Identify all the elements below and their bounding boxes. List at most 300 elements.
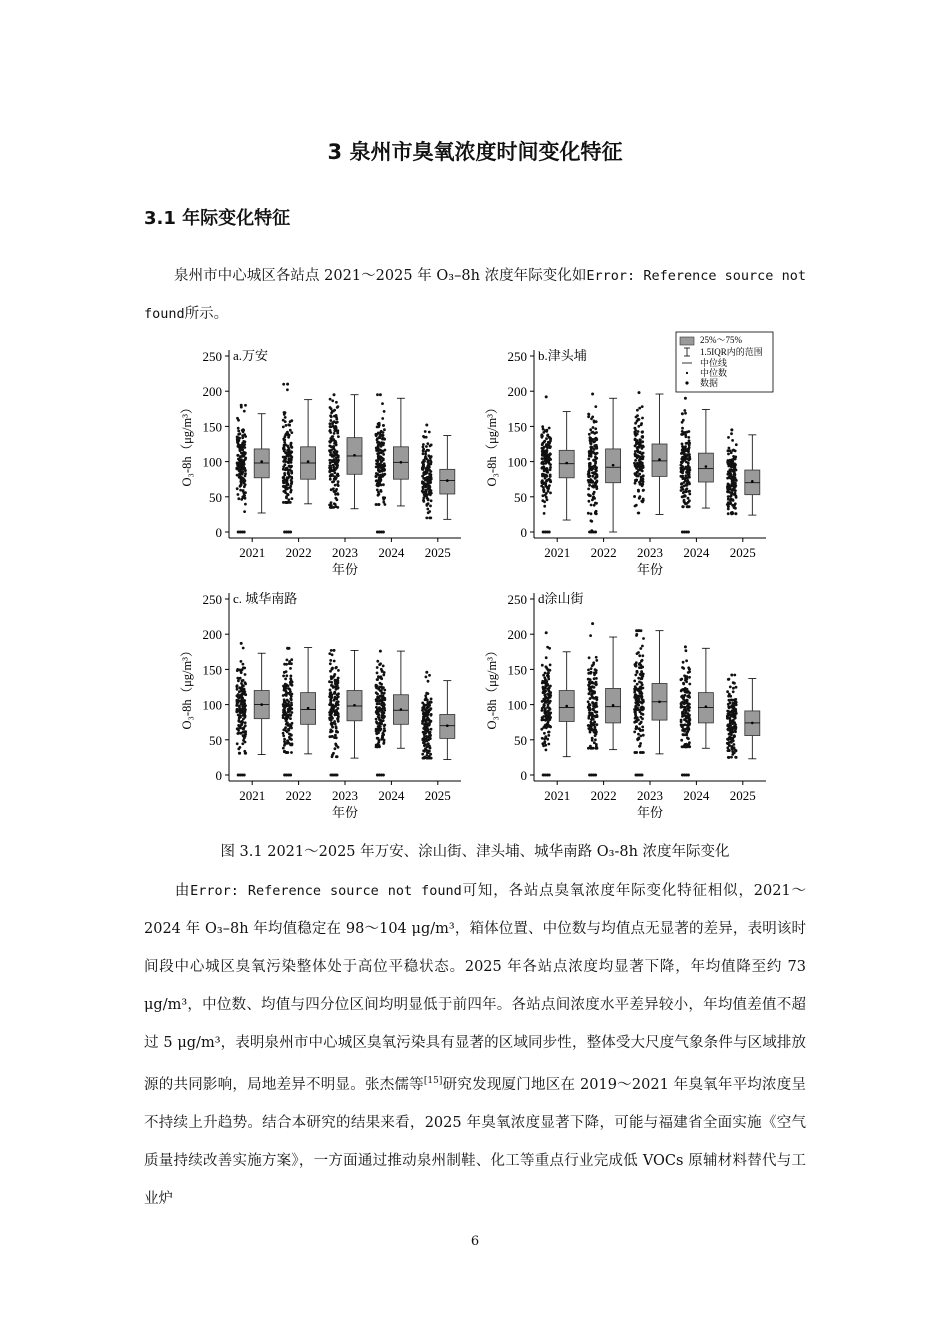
data-point-zero [594, 531, 597, 534]
data-point [589, 437, 592, 440]
data-point [237, 748, 240, 751]
data-point [337, 669, 340, 672]
data-point-max [591, 622, 594, 625]
data-point [291, 711, 294, 714]
data-point [337, 715, 340, 718]
data-point [424, 708, 427, 711]
data-point [329, 398, 332, 401]
data-point [383, 703, 386, 706]
data-point [243, 713, 246, 716]
data-point [290, 476, 293, 479]
data-point [241, 742, 244, 745]
data-point [241, 723, 244, 726]
data-point [594, 477, 597, 480]
data-point [336, 498, 339, 501]
data-point [594, 483, 597, 486]
data-point [545, 656, 548, 659]
data-point [683, 409, 686, 412]
data-point [237, 454, 240, 457]
data-point [726, 486, 729, 489]
data-point [595, 438, 598, 441]
data-point [337, 459, 340, 462]
data-point-max [545, 395, 548, 398]
data-point [337, 493, 340, 496]
data-point [238, 690, 241, 693]
data-point [637, 490, 640, 493]
citation: [15] [423, 1076, 443, 1086]
data-point [242, 496, 245, 499]
data-point [726, 490, 729, 493]
data-point [681, 433, 684, 436]
data-point [244, 435, 247, 438]
data-point [336, 473, 339, 476]
data-point [333, 660, 336, 663]
data-point [640, 453, 643, 456]
data-point [634, 473, 637, 476]
data-point [376, 743, 379, 746]
data-point-max [730, 674, 733, 677]
mean-point [658, 700, 661, 703]
data-point [734, 489, 737, 492]
data-point [375, 745, 378, 748]
data-point [238, 459, 241, 462]
data-point [242, 679, 245, 682]
data-point [426, 704, 429, 707]
data-point [329, 419, 332, 422]
y-axis-title: O₃-8h（μg/m³） [485, 644, 499, 730]
data-point [735, 756, 738, 759]
data-point [681, 443, 684, 446]
data-point [592, 426, 595, 429]
data-point [591, 664, 594, 667]
data-point [242, 710, 245, 713]
data-point [727, 436, 730, 439]
data-point [588, 685, 591, 688]
data-point [337, 718, 340, 721]
data-point [236, 702, 239, 705]
data-point [284, 435, 287, 438]
data-point [588, 703, 591, 706]
intro-end: 所示。 [184, 306, 229, 322]
data-point [285, 712, 288, 715]
data-point [590, 519, 593, 522]
data-point [684, 701, 687, 704]
data-point [549, 696, 552, 699]
data-point [587, 669, 590, 672]
data-point [237, 440, 240, 443]
data-point [547, 734, 550, 737]
data-point [542, 428, 545, 431]
data-point [383, 428, 386, 431]
data-point [687, 728, 690, 731]
data-point [285, 485, 288, 488]
data-point [236, 487, 239, 490]
data-point [732, 687, 735, 690]
data-point [331, 684, 334, 687]
data-point [641, 677, 644, 680]
data-point [590, 512, 593, 515]
data-point [429, 746, 432, 749]
data-point [684, 474, 687, 477]
data-point [682, 661, 685, 664]
data-point [282, 485, 285, 488]
data-point [335, 730, 338, 733]
data-point [587, 472, 590, 475]
data-point [382, 696, 385, 699]
data-point-zero [687, 531, 690, 534]
data-point [548, 484, 551, 487]
data-point [378, 706, 381, 709]
data-point [633, 708, 636, 711]
data-point [637, 430, 640, 433]
data-point-zero [336, 774, 339, 777]
data-point [383, 496, 386, 499]
data-point [587, 512, 590, 515]
data-point [424, 453, 427, 456]
data-point [681, 505, 684, 508]
data-point [422, 739, 425, 742]
data-point-max [286, 383, 289, 386]
data-point [286, 493, 289, 496]
data-point [240, 660, 243, 663]
data-point [542, 489, 545, 492]
data-point [687, 497, 690, 500]
data-point [633, 680, 636, 683]
data-point [682, 491, 685, 494]
data-point [541, 700, 544, 703]
data-point [638, 451, 641, 454]
data-point [329, 713, 332, 716]
data-point [637, 651, 640, 654]
data-point [290, 658, 293, 661]
data-point [375, 698, 378, 701]
data-point [592, 431, 595, 434]
data-point [422, 486, 425, 489]
data-point [289, 706, 292, 709]
data-point [731, 512, 734, 515]
data-point [377, 481, 380, 484]
data-point [541, 443, 544, 446]
data-point [284, 460, 287, 463]
data-point [382, 464, 385, 467]
data-point [429, 737, 432, 740]
data-point [588, 413, 591, 416]
data-point [242, 734, 245, 737]
data-point [237, 729, 240, 732]
data-point [244, 733, 247, 736]
data-point [423, 757, 426, 760]
data-point [336, 432, 339, 435]
data-point [734, 698, 737, 701]
data-point [376, 660, 379, 663]
data-point [424, 728, 427, 731]
data-point [594, 738, 597, 741]
data-point [587, 488, 590, 491]
data-point [639, 686, 642, 689]
data-point [336, 466, 339, 469]
data-point [376, 737, 379, 740]
data-point [332, 425, 335, 428]
data-point [376, 678, 379, 681]
data-point [331, 724, 334, 727]
data-point [286, 487, 289, 490]
data-point [594, 453, 597, 456]
data-point [237, 732, 240, 735]
data-point [728, 717, 731, 720]
data-point [283, 446, 286, 449]
data-point [543, 738, 546, 741]
data-point [291, 684, 294, 687]
x-tick-label: 2022 [590, 545, 617, 560]
data-point [634, 717, 637, 720]
data-point [727, 756, 730, 759]
data-point [634, 674, 637, 677]
data-point [383, 689, 386, 692]
data-point [634, 438, 637, 441]
data-point [287, 433, 290, 436]
data-point [594, 405, 597, 408]
data-point [331, 506, 334, 509]
data-point-zero [548, 531, 551, 534]
data-point [731, 709, 734, 712]
y-tick-label: 150 [202, 662, 222, 678]
data-point [382, 483, 385, 486]
data-point [242, 702, 245, 705]
data-point [549, 480, 552, 483]
data-point [239, 484, 242, 487]
mean-point [400, 708, 403, 711]
data-point [426, 508, 429, 511]
data-point [333, 736, 336, 739]
data-point [734, 512, 737, 515]
data-point [595, 512, 598, 515]
data-point [237, 696, 240, 699]
data-point [382, 674, 385, 677]
data-point [727, 749, 730, 752]
data-point [680, 739, 683, 742]
mean-point [565, 462, 568, 465]
data-point [590, 681, 593, 684]
data-point [376, 489, 379, 492]
data-point [596, 715, 599, 718]
legend-swatch-mean [686, 372, 688, 374]
data-point [637, 677, 640, 680]
data-point [236, 742, 239, 745]
data-point [243, 750, 246, 753]
data-point [243, 688, 246, 691]
data-point [588, 465, 591, 468]
data-point [428, 674, 431, 677]
data-point [282, 732, 285, 735]
data-point [239, 466, 242, 469]
data-point [379, 677, 382, 680]
data-point [329, 735, 332, 738]
data-point [732, 476, 735, 479]
data-point [421, 709, 424, 712]
data-point [591, 475, 594, 478]
data-point [240, 476, 243, 479]
data-point [735, 443, 738, 446]
data-point [378, 663, 381, 666]
data-point [735, 469, 738, 472]
data-point [424, 489, 427, 492]
data-point [379, 436, 382, 439]
data-point [423, 741, 426, 744]
data-point [330, 469, 333, 472]
data-point [337, 686, 340, 689]
data-point [733, 706, 736, 709]
data-point [541, 737, 544, 740]
data-point [544, 744, 547, 747]
y-tick-label: 150 [507, 419, 527, 435]
data-point [595, 659, 598, 662]
data-point-max [684, 397, 687, 400]
data-point [382, 686, 385, 689]
data-point [543, 694, 546, 697]
data-point [336, 702, 339, 705]
x-axis-title: 年份 [636, 562, 664, 577]
data-point [682, 447, 685, 450]
data-point [688, 476, 691, 479]
data-point [590, 722, 593, 725]
data-point [242, 428, 245, 431]
mean-point [400, 461, 403, 464]
data-point [636, 449, 639, 452]
data-point [589, 481, 592, 484]
data-point [682, 713, 685, 716]
data-point [688, 703, 691, 706]
data-point [330, 488, 333, 491]
data-point [425, 467, 428, 470]
data-point [543, 505, 546, 508]
data-point [542, 494, 545, 497]
data-point [238, 720, 241, 723]
y-tick-label: 200 [202, 384, 222, 400]
page-number: 6 [470, 1234, 480, 1249]
data-point [729, 462, 732, 465]
data-point [430, 698, 433, 701]
data-point [641, 440, 644, 443]
data-point [732, 702, 735, 705]
data-point [591, 416, 594, 419]
data-point [681, 472, 684, 475]
x-tick-label: 2023 [332, 545, 358, 560]
data-point [638, 497, 641, 500]
data-point [680, 678, 683, 681]
data-point [735, 726, 738, 729]
data-point-max [545, 631, 548, 634]
data-point [329, 693, 332, 696]
data-point [241, 697, 244, 700]
data-point [243, 410, 246, 413]
data-point [546, 479, 549, 482]
data-point [239, 480, 242, 483]
data-point [681, 705, 684, 708]
data-point [545, 485, 548, 488]
data-point [638, 662, 641, 665]
data-point [331, 730, 334, 733]
paragraph-analysis [144, 872, 806, 1218]
data-point [330, 719, 333, 722]
data-point [427, 459, 430, 462]
data-point [286, 445, 289, 448]
data-point [728, 476, 731, 479]
data-point [592, 496, 595, 499]
data-point [589, 428, 592, 431]
data-point [684, 449, 687, 452]
data-point [636, 727, 639, 730]
data-point [547, 669, 550, 672]
data-point [384, 503, 387, 506]
data-point [727, 459, 730, 462]
data-point [635, 629, 638, 632]
data-point [541, 707, 544, 710]
data-point [587, 475, 590, 478]
data-point [640, 476, 643, 479]
data-point [333, 491, 336, 494]
data-point [639, 701, 642, 704]
data-point [680, 462, 683, 465]
data-point [430, 489, 433, 492]
data-point [685, 442, 688, 445]
data-point [283, 474, 286, 477]
data-point [376, 393, 379, 396]
data-point [237, 419, 240, 422]
data-point [549, 726, 552, 729]
mean-point [307, 460, 310, 463]
data-point [588, 656, 591, 659]
paragraph-intro [144, 257, 806, 333]
data-point [335, 452, 338, 455]
data-point [422, 452, 425, 455]
data-point [240, 671, 243, 674]
data-point [330, 415, 333, 418]
data-point-max [240, 642, 243, 645]
data-point [426, 712, 429, 715]
data-point [380, 683, 383, 686]
data-point [590, 728, 593, 731]
data-point [380, 721, 383, 724]
data-point [290, 465, 293, 468]
data-point [734, 502, 737, 505]
data-point [547, 490, 550, 493]
data-point [641, 431, 644, 434]
data-point [282, 714, 285, 717]
data-point [426, 497, 429, 500]
data-point [685, 728, 688, 731]
data-point [329, 662, 332, 665]
data-point [642, 713, 645, 716]
data-point-max [730, 428, 733, 431]
data-point [635, 665, 638, 668]
data-point [337, 480, 340, 483]
data-point [543, 697, 546, 700]
data-point [685, 488, 688, 491]
data-point [687, 721, 690, 724]
data-point [376, 439, 379, 442]
data-point [686, 731, 689, 734]
data-point [686, 481, 689, 484]
data-point [549, 691, 552, 694]
data-point [330, 649, 333, 652]
data-point [540, 433, 543, 436]
data-point [239, 712, 242, 715]
data-point [543, 740, 546, 743]
data-point [635, 454, 638, 457]
data-point [595, 420, 598, 423]
data-point [424, 430, 427, 433]
data-point [687, 743, 690, 746]
